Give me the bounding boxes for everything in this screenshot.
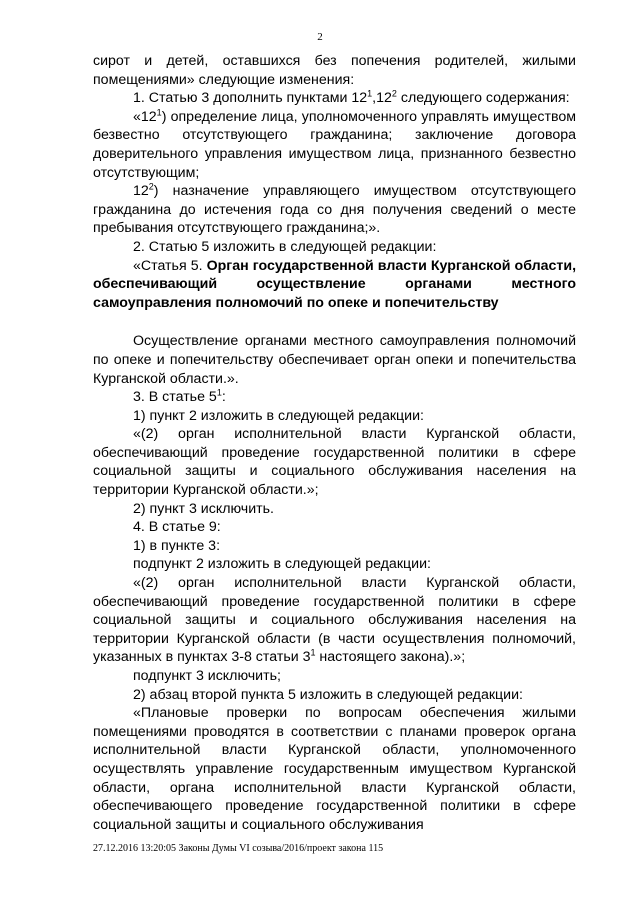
paragraph — [93, 182, 576, 238]
paragraph: «(2) орган исполнительной власти Курганской области, обеспечивающий проведение государственной политики в сфере социальной защиты и социального обслуживания населения на территории Курганской области.»; — [93, 426, 576, 499]
paragraph — [93, 89, 576, 108]
text-run: «Статья 5. — [133, 257, 207, 274]
document-body — [93, 52, 576, 834]
superscript: 1 — [216, 387, 222, 398]
article-heading: Орган государственной власти Курганской области, обеспечивающий осуществление органами местного самоуправления полномочий по опеке и попечительству — [93, 257, 577, 311]
paragraph — [93, 257, 576, 313]
text-run: настоящего закона).»; — [315, 649, 466, 666]
text-run: «12 — [133, 108, 157, 125]
paragraph: 2. Статью 5 изложить в следующей редакции: — [133, 238, 437, 255]
text-run: ,12 — [372, 90, 392, 107]
document-footer: 27.12.2016 13:20:05 Законы Думы VI созыва/2016/проект закона 115 — [93, 843, 384, 854]
paragraph: подпункт 3 исключить; — [133, 668, 281, 684]
text-run: «(2) орган исполнительной власти Курганской области, обеспечивающий проведение государственной политики в сфере социальной защиты и социального обслуживания населения на территории Курганской области (в части осуществления полномочий, указанных в пунктах 3-8 статьи 3 — [93, 575, 576, 666]
superscript: 2 — [391, 88, 397, 99]
text-run: 12 — [133, 183, 149, 200]
paragraph: 4. В статье 9: — [133, 519, 221, 536]
text-run: 3. В статье 5 — [133, 389, 217, 406]
page-number: 2 — [317, 31, 323, 43]
paragraph: сирот и детей, оставшихся без попечения родителей, жилыми помещениями» следующие изменения: — [93, 53, 576, 88]
superscript: 2 — [148, 181, 154, 192]
superscript: 1 — [367, 88, 373, 99]
paragraph: «Плановые проверки по вопросам обеспечения жилыми помещениями проводятся в соответствии с планами проверок органа исполнительной власти Курганской области, уполномоченного осуществлять управление государственным имуществом Курганской области, органа исполнительной власти Курганской области, обеспечивающего проведение государственной политики в сфере социальной защиты и социального обслуживания — [93, 705, 576, 833]
paragraph: подпункт 2 изложить в следующей редакции: — [133, 556, 431, 573]
paragraph — [93, 388, 576, 407]
superscript: 1 — [310, 647, 316, 658]
superscript: 1 — [156, 107, 162, 118]
text-run: ) определение лица, уполномоченного управлять имуществом безвестно отсутствующего гражданина; заключение договора доверительного управления имуществом лица, признанного безвестно отсутствующим; — [93, 108, 576, 181]
text-run: : — [221, 389, 226, 406]
paragraph: 1) в пункте 3: — [133, 537, 221, 554]
paragraph: Осуществление органами местного самоуправления полномочий по опеке и попечительству обеспечивает орган опеки и попечительства Курганской области.». — [93, 333, 576, 387]
text-run: 1. Статью 3 дополнить пунктами 12 — [133, 90, 368, 107]
text-run: ) назначение управляющего имуществом отсутствующего гражданина до истечения года со дня получения сведений о месте пребывания отсутствующего гражданина;». — [93, 183, 576, 237]
paragraph: 1) пункт 2 изложить в следующей редакции: — [133, 407, 424, 424]
paragraph — [93, 108, 576, 182]
text-run: следующего содержания: — [396, 90, 570, 107]
paragraph — [93, 574, 576, 667]
paragraph: 2) абзац второй пункта 5 изложить в следующей редакции: — [133, 686, 523, 703]
paragraph: 2) пункт 3 исключить. — [133, 500, 274, 517]
